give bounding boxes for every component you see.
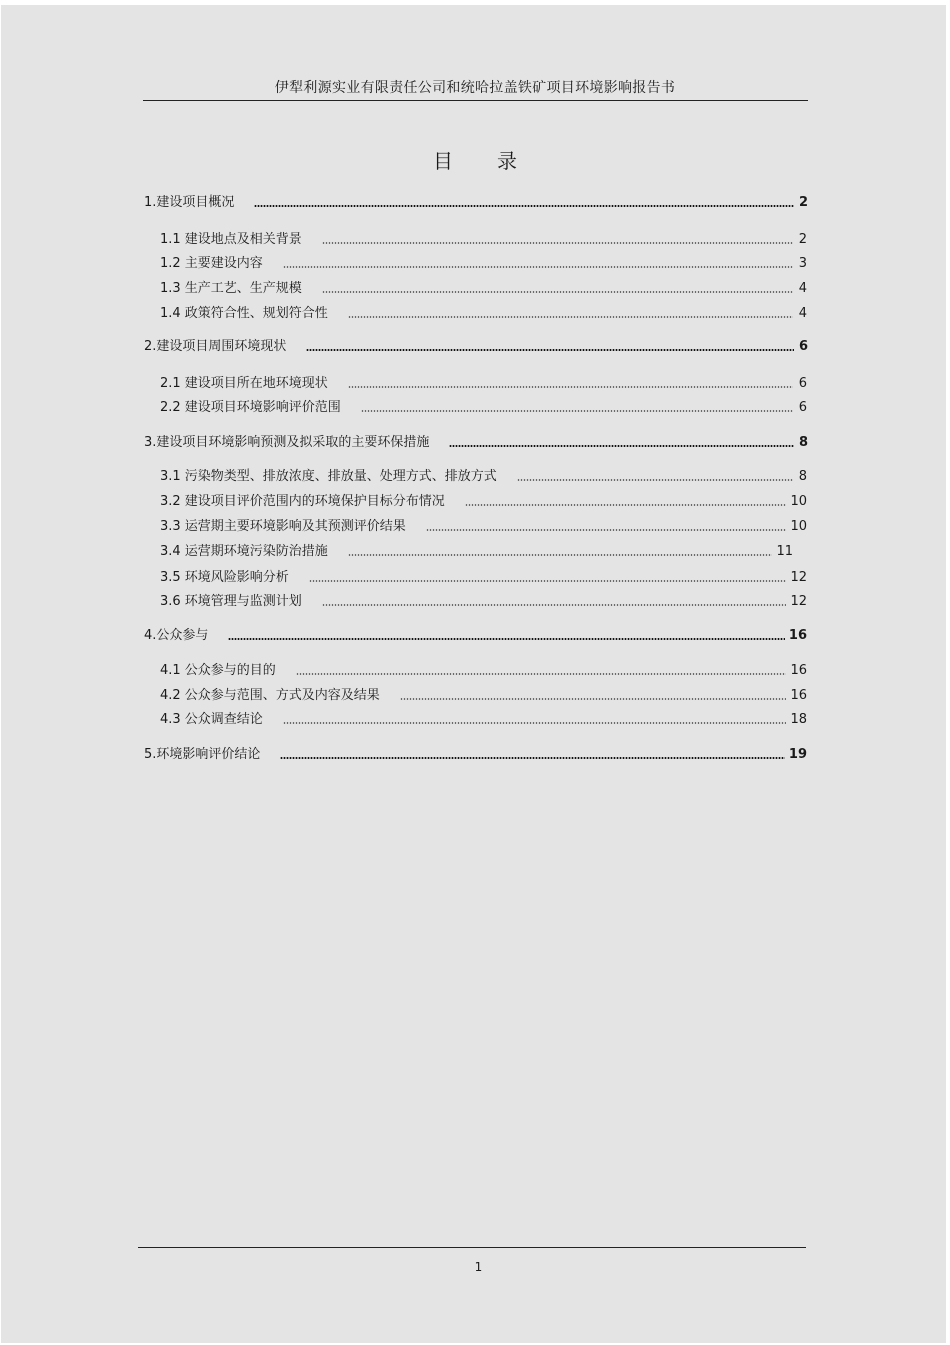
toc-dot-leader — [309, 580, 787, 582]
toc-entry-page: 19 — [788, 747, 807, 762]
toc-entry[interactable] — [160, 662, 807, 680]
toc-dot-leader — [426, 529, 787, 531]
toc-entry-page: 6 — [798, 339, 808, 354]
toc-dot-leader — [283, 722, 787, 724]
toc-entry[interactable] — [144, 194, 808, 212]
toc-entry-page: 16 — [790, 663, 807, 678]
footer-rule — [138, 1247, 806, 1248]
toc-entry-label: 4.1 公众参与的目的 — [160, 663, 276, 678]
toc-title: 目录 — [433, 149, 561, 173]
toc-dot-leader — [228, 638, 785, 640]
toc-entry-label: 1.3 生产工艺、生产规模 — [160, 281, 302, 296]
toc-entry-label: 1.2 主要建设内容 — [160, 256, 263, 271]
toc-entry-page: 3 — [798, 256, 807, 271]
toc-entry[interactable] — [144, 338, 808, 356]
toc-entry[interactable] — [160, 593, 807, 611]
toc-dot-leader — [361, 410, 793, 412]
toc-entry-label: 3.4 运营期环境污染防治措施 — [160, 544, 328, 559]
toc-entry-page: 6 — [798, 400, 807, 415]
toc-dot-leader — [465, 504, 787, 506]
document-page — [1, 5, 946, 1343]
toc-dot-leader — [348, 316, 793, 318]
toc-entry-page: 16 — [790, 688, 807, 703]
toc-entry-label: 5.环境影响评价结论 — [144, 747, 261, 762]
toc-entry-label: 3.3 运营期主要环境影响及其预测评价结果 — [160, 519, 406, 534]
toc-entry[interactable] — [160, 687, 807, 705]
toc-entry-page: 11 — [776, 544, 793, 559]
toc-dot-leader — [400, 698, 787, 700]
toc-entry-label: 1.4 政策符合性、规划符合性 — [160, 306, 328, 321]
toc-entry-page: 10 — [790, 494, 807, 509]
toc-entry-page: 6 — [798, 376, 807, 391]
toc-dot-leader — [517, 479, 793, 481]
toc-dot-leader — [283, 266, 793, 268]
toc-entry-page: 8 — [798, 469, 807, 484]
toc-dot-leader — [322, 291, 793, 293]
toc-entry-label: 2.1 建设项目所在地环境现状 — [160, 376, 328, 391]
toc-dot-leader — [254, 205, 794, 207]
toc-entry[interactable] — [160, 493, 807, 511]
toc-dot-leader — [348, 554, 773, 556]
toc-entry-page: 10 — [790, 519, 807, 534]
toc-dot-leader — [306, 349, 794, 351]
toc-entry[interactable] — [160, 305, 807, 323]
toc-entry[interactable] — [160, 231, 807, 249]
toc-entry[interactable] — [160, 399, 807, 417]
toc-entry-page: 2 — [798, 232, 807, 247]
toc-entry-label: 3.5 环境风险影响分析 — [160, 570, 289, 585]
toc-entry[interactable] — [144, 746, 807, 764]
toc-dot-leader — [322, 604, 787, 606]
toc-entry-label: 4.3 公众调查结论 — [160, 712, 263, 727]
toc-entry-page: 2 — [798, 195, 808, 210]
toc-entry[interactable] — [160, 280, 807, 298]
toc-entry[interactable] — [160, 518, 807, 536]
toc-dot-leader — [322, 242, 793, 244]
toc-entry[interactable] — [160, 468, 807, 486]
table-of-contents — [1, 5, 950, 805]
toc-dot-leader — [296, 673, 787, 675]
toc-entry-label: 1.1 建设地点及相关背景 — [160, 232, 302, 247]
toc-entry-label: 3.建设项目环境影响预测及拟采取的主要环保措施 — [144, 435, 430, 450]
toc-entry[interactable] — [160, 569, 807, 587]
toc-dot-leader — [280, 757, 785, 759]
toc-entry-label: 4.公众参与 — [144, 628, 209, 643]
toc-entry-label: 4.2 公众参与范围、方式及内容及结果 — [160, 688, 380, 703]
toc-dot-leader — [449, 445, 794, 447]
toc-entry-page: 4 — [798, 281, 807, 296]
toc-entry-label: 1.建设项目概况 — [144, 195, 235, 210]
toc-entry[interactable] — [160, 375, 807, 393]
toc-entry-page: 4 — [798, 306, 807, 321]
toc-entry-label: 3.2 建设项目评价范围内的环境保护目标分布情况 — [160, 494, 445, 509]
page-number: 1 — [474, 1260, 483, 1274]
toc-entry-label: 3.1 污染物类型、排放浓度、排放量、处理方式、排放方式 — [160, 469, 497, 484]
running-header: 伊犁利源实业有限责任公司和统哈拉盖铁矿项目环境影响报告书 — [274, 80, 676, 96]
toc-entry[interactable] — [144, 627, 807, 645]
toc-entry-label: 3.6 环境管理与监测计划 — [160, 594, 302, 609]
toc-entry[interactable] — [144, 434, 808, 452]
toc-entry[interactable] — [160, 543, 793, 561]
toc-entry-label: 2.2 建设项目环境影响评价范围 — [160, 400, 341, 415]
toc-entry-label: 2.建设项目周围环境现状 — [144, 339, 287, 354]
toc-entry[interactable] — [160, 711, 807, 729]
toc-entry-page: 12 — [790, 594, 807, 609]
toc-entry-page: 12 — [790, 570, 807, 585]
toc-entry-page: 8 — [798, 435, 808, 450]
toc-dot-leader — [348, 386, 793, 388]
toc-entry-page: 16 — [788, 628, 807, 643]
toc-entry-page: 18 — [790, 712, 807, 727]
toc-entry[interactable] — [160, 255, 807, 273]
